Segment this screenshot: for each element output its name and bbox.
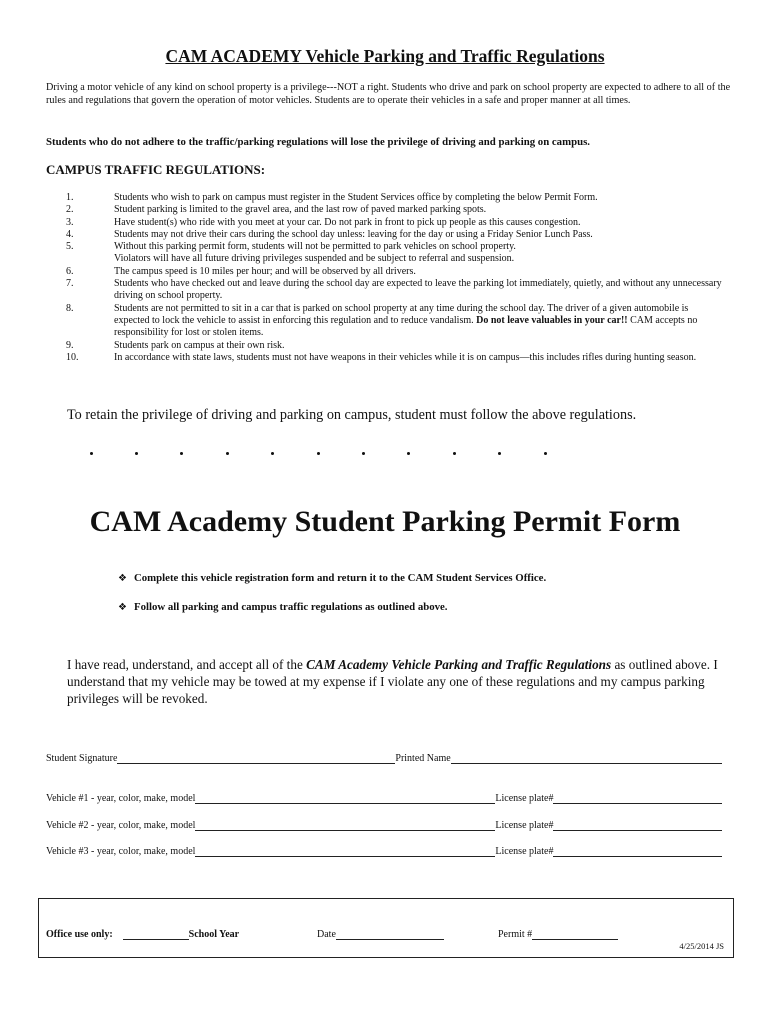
item-number: 9. [66, 339, 74, 351]
section-heading: CAMPUS TRAFFIC REGULATIONS: [46, 162, 266, 177]
ack-text-start: I have read, understand, and accept all of the [67, 657, 307, 672]
acknowledgement-statement [67, 656, 727, 707]
item-number: 2. [66, 204, 74, 216]
vehicle-row [46, 819, 722, 831]
signature-field[interactable] [117, 752, 395, 764]
item-subtext: Violators will have all future driving privileges suspended and be subject to referral and suspension. [114, 253, 515, 265]
list-item [46, 241, 726, 266]
item-text: Students park on campus at their own risk. [114, 339, 285, 351]
list-item [46, 278, 726, 303]
diamond-bullet-icon: ❖ [118, 573, 127, 584]
item-text: Student parking is limited to the gravel area, and the last row of paved marked parking spots. [114, 204, 487, 216]
ack-text-end: as outlined above. I understand that my vehicle may be towed at my expense if I violate any one of these regulations and my campus parking privileges will be revoked. [67, 657, 718, 706]
separator-dot [407, 452, 410, 455]
intro-paragraph: Driving a motor vehicle of any kind on school property is a privilege---NOT a right. Students who drive and park on school property are expected to adhere to all of the rules and regulations that govern the operation of motor vehicles. Students are to operate their vehicles in a safe and proper manner at all times. [46, 82, 731, 107]
list-item [46, 340, 726, 352]
permit-number-label: Permit # [498, 929, 533, 940]
dot-separator [72, 452, 572, 462]
separator-dot [226, 452, 229, 455]
item-text: Students may not drive their cars during the school day unless: leaving for the day or using a Friday Senior Lunch Pass. [114, 228, 593, 240]
office-use-row [46, 928, 239, 940]
office-use-label: Office use only: [46, 929, 113, 940]
instruction-bullet [118, 572, 546, 584]
separator-dot [135, 452, 138, 455]
item-number: 8. [66, 302, 74, 314]
retain-statement: To retain the privilege of driving and parking on campus, student must follow the above regulations. [67, 407, 637, 423]
separator-dot [362, 452, 365, 455]
list-item [46, 192, 726, 204]
item-number: 1. [66, 192, 74, 203]
bullet-text: Complete this vehicle registration form and return it to the CAM Student Services Office. [133, 572, 547, 584]
vehicle-label: Vehicle #2 - year, color, make, model [46, 820, 196, 831]
printed-name-label: Printed Name [395, 753, 451, 764]
school-year-field[interactable] [123, 928, 189, 940]
list-item [46, 352, 726, 364]
list-item [46, 266, 726, 278]
document-version-stamp: 4/25/2014 JS [679, 941, 724, 951]
vehicle-1-field[interactable] [195, 792, 495, 804]
item-text: Students who wish to park on campus must register in the Student Services office by completing the below Permit Form. [114, 192, 598, 203]
permit-form-title: CAM Academy Student Parking Permit Form [89, 505, 681, 538]
item-number: 5. [66, 241, 74, 253]
permit-number-field[interactable] [532, 928, 618, 940]
license-plate-label: License plate# [495, 793, 554, 804]
separator-dot [453, 452, 456, 455]
regulations-title: CAM ACADEMY Vehicle Parking and Traffic Regulations [165, 46, 605, 66]
vehicle-2-field[interactable] [195, 819, 495, 831]
separator-dot [271, 452, 274, 455]
item-number: 7. [66, 278, 74, 290]
date-group [317, 928, 444, 940]
bullet-text: Follow all parking and campus traffic regulations as outlined above. [133, 601, 448, 613]
license-plate-label: License plate# [495, 846, 554, 857]
item-number: 10. [66, 351, 79, 363]
vehicle-label: Vehicle #1 - year, color, make, model [46, 793, 196, 804]
license-plate-3-field[interactable] [553, 845, 722, 857]
item-text: In accordance with state laws, students must not have weapons in their vehicles while it is on campus—this includes rifles during hunting season. [114, 351, 697, 363]
warning-statement: Students who do not adhere to the traffic/parking regulations will lose the privilege of driving and parking on campus. [46, 136, 590, 148]
vehicle-row [46, 845, 722, 857]
list-item [46, 303, 726, 340]
date-field[interactable] [336, 928, 444, 940]
separator-dot [90, 452, 93, 455]
separator-dot [544, 452, 547, 455]
item-number: 3. [66, 216, 74, 228]
item-text: Have student(s) who ride with you meet at your car. Do not park in front to pick up people as this causes congestion. [114, 216, 581, 228]
license-plate-2-field[interactable] [553, 819, 722, 831]
item-text: Students who have checked out and leave during the school day are expected to leave the parking lot immediately, quietly, and without any unnecessary driving on school property. [114, 278, 722, 302]
vehicle-row [46, 792, 722, 804]
date-label: Date [317, 929, 336, 940]
separator-dot [180, 452, 183, 455]
item-text: The campus speed is 10 miles per hour; and will be observed by all drivers. [114, 265, 416, 277]
item-tail-text: CAM accepts no responsibility for lost or stolen items. [114, 314, 698, 339]
license-plate-1-field[interactable] [553, 792, 722, 804]
item-text: Without this parking permit form, students will not be permitted to park vehicles on school property. [114, 241, 516, 253]
item-number: 4. [66, 228, 74, 240]
ack-emphasis: CAM Academy Vehicle Parking and Traffic Regulations [306, 657, 612, 672]
list-item [46, 229, 726, 241]
signature-label: Student Signature [46, 753, 118, 764]
printed-name-field[interactable] [451, 752, 722, 764]
permit-number-group [498, 928, 618, 940]
school-year-label: School Year [188, 929, 240, 940]
license-plate-label: License plate# [495, 820, 554, 831]
vehicle-3-field[interactable] [195, 845, 495, 857]
vehicle-label: Vehicle #3 - year, color, make, model [46, 846, 196, 857]
item-number: 6. [66, 265, 74, 277]
item-bold-text: Do not leave valuables in your car!! [476, 314, 628, 326]
list-item [46, 204, 726, 216]
separator-dot [317, 452, 320, 455]
diamond-bullet-icon: ❖ [118, 602, 127, 613]
item-text: Students are not permitted to sit in a car that is parked on school property at any time during the school day. The driver of a given automobile is expected to lock the vehicle to assist in enforcing this regulation and to reduce vandalism. [114, 302, 689, 326]
signature-row [46, 752, 722, 764]
separator-dot [498, 452, 501, 455]
instruction-bullet [118, 601, 448, 613]
regulations-list [46, 192, 726, 364]
list-item [46, 217, 726, 229]
